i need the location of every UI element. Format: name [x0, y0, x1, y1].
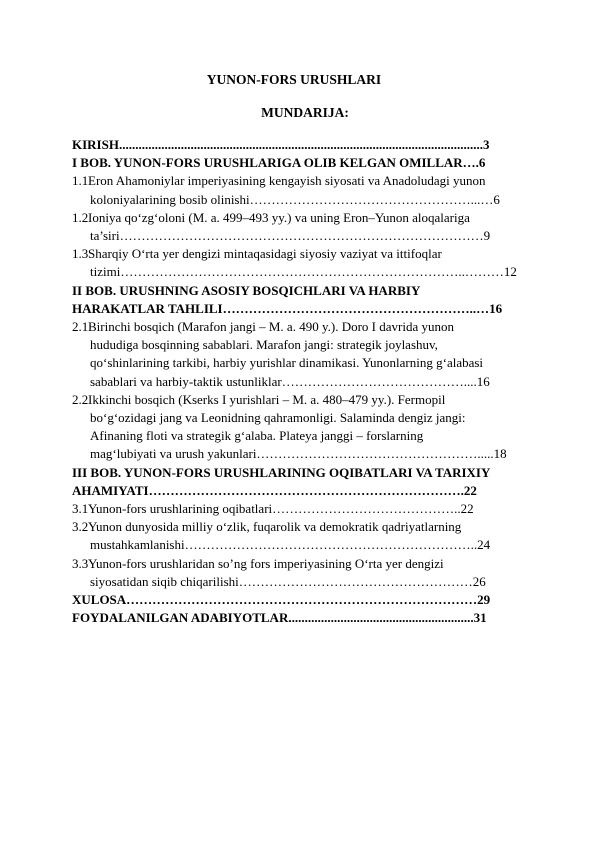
- toc-entry: [72, 609, 524, 627]
- toc-entry-line: hududiga bosqinning sabablari. Marafon jangi: strategik joylashuv,: [90, 337, 438, 353]
- toc-entry-line: tizimi……………………………………………………………………..………12: [90, 264, 517, 280]
- toc-entry-line: Ioniya qo‘zg‘oloni (M. a. 499–493 yy.) va uning Eron–Yunon aloqalariga: [88, 209, 470, 225]
- toc-entry-line: HARAKATLAR TAHLILI…………………………………………………..…16: [72, 300, 503, 316]
- toc-entry-line: I BOB. YUNON-FORS URUSHLARIGA OLIB KELGAN OMILLAR….6: [72, 155, 486, 171]
- toc-entry-line: II BOB. URUSHNING ASOSIY BOSQICHLARI VA HARBIY: [72, 282, 421, 298]
- toc-entry-number: 1.2: [72, 209, 89, 225]
- toc-entry: [72, 245, 524, 281]
- toc-entry: [72, 209, 524, 245]
- toc-entry: [72, 464, 524, 500]
- toc-entry-line: koloniyalarining bosib olinishi……………………………………………...…6: [90, 191, 500, 207]
- toc-entry-line: siyosatidan siqib chiqarilishi………………………………………………26: [90, 573, 486, 589]
- toc-entry-line: III BOB. YUNON-FORS URUSHLARINING OQIBATLARI VA TARIXIY: [72, 464, 491, 480]
- toc-entry-line: bo‘g‘ozidagi jang va Leonidning qahramonligi. Salaminda dengiz jangi:: [90, 410, 466, 426]
- toc-entry-line: AHAMIYATI……………………………………………………………….22: [72, 482, 477, 498]
- toc-entry: [72, 555, 524, 591]
- toc-entry-line: mag‘lubiyati va urush yakunlari…………………………………………….....18: [90, 446, 507, 462]
- toc-entry-number: 2.2: [72, 391, 89, 407]
- toc-entry-line: Birinchi bosqich (Marafon jangi – M. a. 490 y.). Doro I davrida yunon: [88, 319, 454, 335]
- toc-entry-line: XULOSA………………………………………………………………………29: [72, 592, 491, 608]
- toc-entry: [72, 154, 524, 172]
- toc-entry-line: qo‘shinlarining tarkibi, harbiy yurishlar dinamikasi. Yunonlarning g‘alabasi: [90, 355, 484, 371]
- toc-entry-line: Ikkinchi bosqich (Kserks I yurishlari – M. a. 480–479 yy.). Fermopil: [88, 391, 446, 407]
- toc-entry-number: 1.3: [72, 246, 89, 262]
- toc-entry-line: sabablari va harbiy-taktik ustunliklar……………………………………....16: [90, 373, 490, 389]
- toc-entry-line: Afinaning floti va strategik g‘alaba. Plateya janggi – forslarning: [90, 428, 424, 444]
- table-of-contents: [72, 136, 524, 627]
- toc-entry-line: Sharqiy O‘rta yer dengizi mintaqasidagi siyosiy vaziyat va ittifoqlar: [88, 246, 442, 262]
- toc-entry-number: 2.1: [72, 319, 89, 335]
- toc-entry-line: Yunon-fors urushlaridan so’ng fors imperiyasining O‘rta yer dengizi: [88, 555, 444, 571]
- document-title: YUNON-FORS URUSHLARI: [206, 72, 382, 87]
- toc-entry: [72, 391, 524, 464]
- toc-entry-number: 3.1: [72, 501, 89, 517]
- toc-entry-number: 3.3: [72, 555, 89, 571]
- toc-entry-line: Yunon dunyosida milliy o‘zlik, fuqarolik va demokratik qadriyatlarning: [88, 519, 462, 535]
- toc-entry-line: ta’siri…………………………………………………………………………9: [90, 228, 491, 244]
- toc-entry: [72, 136, 524, 154]
- toc-entry-line: mustahkamlanishi…………………………………………………………..24: [90, 537, 491, 553]
- toc-entry: [72, 500, 524, 518]
- toc-entry-number: 3.2: [72, 519, 89, 535]
- toc-entry-line: Yunon-fors urushlarining oqibatlari……………………………………..22: [88, 501, 474, 517]
- toc-entry: [72, 591, 524, 609]
- toc-entry: [72, 282, 524, 318]
- toc-heading: MUNDARIJA:: [261, 105, 349, 120]
- toc-entry-number: 1.1: [72, 173, 89, 189]
- toc-entry-line: FOYDALANILGAN ADABIYOTLAR.........................................................31: [72, 610, 487, 626]
- toc-entry: [72, 172, 524, 208]
- toc-entry: [72, 318, 524, 391]
- toc-entry: [72, 518, 524, 554]
- toc-entry-line: Eron Ahamoniylar imperiyasining kengayish siyosati va Anadoludagi yunon: [88, 173, 486, 189]
- toc-entry-line: KIRISH................................................................................................................3: [72, 137, 490, 152]
